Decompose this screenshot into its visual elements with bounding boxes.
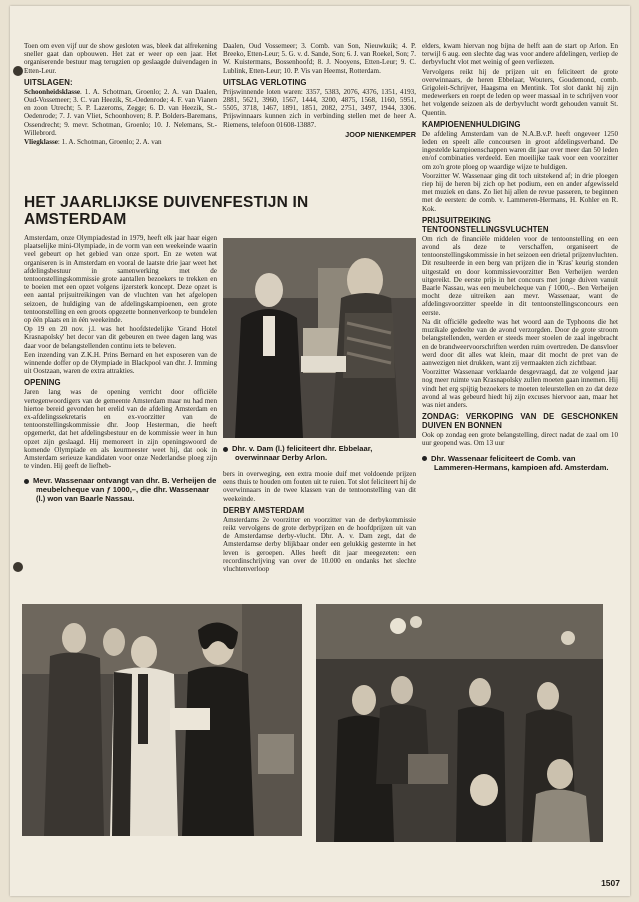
photo-derby-award [223, 238, 416, 438]
article-paragraph: Voorzitter W. Wassenaar ging dit toch uitstekend af; in drie ploegen riep hij de heren bij zich op het podium, een en ander afgewisseld met muziek en dans. Zo liet hij allen de revue passeren, te beginnen met de eersten: de comb. v. Lammeren-Hermans, H. Kohler en R. Kok. [422, 171, 618, 213]
article-paragraph: Amsterdams 2e voorzitter en voorzitter van de derbykommissie reikt vervolgens de grote derbyprijzen en de hoofdprijzen uit van de Amsterdamse derby-vlucht. Dhr. A. v. Dam zegt, dat de Amsterdamse derby blijkbaar onder een gelukkig gesternte in het leven is geroepen. Alles heeft dit jaar meegezeten: een recordinschrijving van over de 10.000 en ondanks het slechte vluchtenverloop [223, 515, 416, 574]
results-label: Schoonheidsklasse [24, 87, 80, 96]
vliegklasse-label: Vliegklasse [24, 138, 58, 147]
photo-champions-hall [316, 604, 603, 842]
article-paragraph: Een inzending van Z.K.H. Prins Bernard en het exposeren van de winnende doffer op de Olympiade in Blackpool van dhr. J. Imming uit Oostzaan, waren de extra attrakties. [24, 350, 217, 376]
article-paragraph: Voorzitter Wassenaar verklaarde desgevraagd, dat ze volgend jaar nog meer ruimte van Krasnapolsky zullen moeten gaan innemen. Hij vindt het erg spijtig bezoekers te moeten teleurstellen en zo dat deze avond al was gebeurd hiedt hij zijn excuses hiervoor aan, maar het was niet anders. [422, 368, 618, 409]
article-paragraph: Ook op zondag een grote belangstelling, direct nadat de zaal om 10 uur geopend was. Om 13 uur [422, 431, 618, 448]
caption-bullet-icon [223, 447, 228, 452]
article-paragraph: Amsterdam, onze Olympiadestad in 1979, heeft elk jaar haar eigen plaatselijke mini-Olympiade, in de vorm van een weekeinde waarin veel gebeurt op het gebied van onze sport. En ze weten wat organiseren is in Amsterdam en vooral de laatste drie jaar weet het afdelingsbestuur in samenwerking met de tentoonstellingskommissie grote aantallen bezoekers te trekken en te boeien met een opzet volgens ijzersterk koncept. Deze opzet is een aantal prijsuitreikingen van de vluchten van het afgelopen seizoen, de huldiging van de afdelingskampioenen, een grote tentoonstelling en een groots opgezette bonnenverkoop te bundelen op één plaats en in één weekeinde. [24, 234, 217, 325]
results-text: . 1. A. Schotman, Groenlo; 2. A. van Daalen, Oud-Vossemeer; 3. C. van Heezik, St.-Oedenrode; 4. F. van Vianen en zoon Utrecht; 5. P. Lazeroms, Zegge; 6. D. van Heezik, St.-Oedenrode; 7. J. van Vliet, Schoonhoven; 8. P. Bolders-Baremans, Ossendrecht; 9. mevr. Schotman, Groenlo; 10. J. Nelemans, St.-Willebrord. [24, 87, 217, 137]
binder-hole [13, 66, 23, 76]
section-heading-zondag: ZONDAG: VERKOPING VAN DE GESCHONKEN DUIVEN EN BONNEN [422, 412, 618, 431]
article-middle-column [223, 444, 416, 574]
lottery-paragraph: Prijswinnende loten waren: 3357, 5383, 2076, 4376, 1351, 4193, 2881, 5621, 3960, 1567, 1444, 3200, 4875, 1568, 1160, 5951, 5505, 3718, 1467, 1891, 1851, 2082, 2751, 3497, 1944, 3306. Prijswinnaars kunnen zich in verbinding stellen met de heer A. Riemens, telefoon 01608-13887. [223, 87, 416, 129]
top-left-column [24, 42, 217, 147]
caption-text: Mevr. Wassenaar ontvangt van dhr. B. Verheijen de meubelcheque van ƒ 1000,–, die dhr. Wassenaar (l.) won van Baarle Nassau. [33, 476, 217, 504]
article-paragraph: Vervolgens reikt hij de prijzen uit en feliciteert de grote overwinnaars, de heren Ebbelaar, Wouters, Goudemond, comb. Grigoleit-Schrijver, Haagsma en Mentink. Tot slot dankt hij zijn medewerkers en roept de leden op weer massaal in te schrijven voor het volgende seizoen als de derbyvlucht wordt gehouden vanuit St. Quentin. [422, 67, 618, 117]
results-continued: Daalen, Oud Vossemeer; 3. Comb. van Son, Nieuwkuik; 4. P. Breeko, Etten-Leur; 5. G. v. d. Sande, Son; 6. J. van Roekel, Son; 7. W. Kuistermans, Bossenhoofd; 8. J. Nooyens, Etten-Leur; 9. C. Lublink, Etten-Leur; 10. P. Vis van Heemst, Rotterdam. [223, 42, 416, 75]
article-headline: HET JAARLIJKSE DUIVENFESTIJN IN AMSTERDAM [24, 194, 309, 228]
photo-caption-left [24, 476, 217, 503]
section-heading-uitslagen: UITSLAGEN: [24, 77, 73, 87]
article-paragraph: De afdeling Amsterdam van de N.A.B.v.P. heeft ongeveer 1250 leden en speelt alle concoursen in groot afdelingsverband. De ingestelde kampioenschappen waren dit jaar over meer dan 50 leden en/of combinaties verdeeld. Een moeilijke taak voor een voorzitter om zo'n grote ploeg op waardige wijze te huldigen. [422, 129, 618, 171]
binder-hole [13, 562, 23, 572]
section-heading-kampioenen: KAMPIOENENHULDIGING [422, 119, 521, 129]
magazine-page [10, 6, 630, 896]
section-heading-derby: DERBY AMSTERDAM [223, 505, 305, 515]
caption-text: Dhr. Wassenaar feliciteert de Comb. van Lammeren-Hermans, kampioen afd. Amsterdam. [431, 453, 609, 472]
photo-derby-award-image [223, 238, 416, 438]
section-heading-verloting: UITSLAG VERLOTING [223, 77, 307, 87]
article-paragraph: Jaren lang was de opening verricht door officiële vertegenwoordigers van de gemeente Amsterdam maar nu had men hiertoe bereid gevonden het erelid van de afdeling Amsterdam en ex-afdelingssekretaris en ex-voorzitter van de tentoonstellingskommissie dhr. Joop Hesterman, die heeft opgemerkt, dat het afdelingsbestuur en de kommissie weer in hun opzet zijn geslaagd. Hij memoreert in zijn openingswoord de komende Olympiade en als keurmeester weet hij, dat ook in Amsterdam serieuze kandidaten voor onze Nederlandse ploeg zijn te vinden. Hij geeft de liefheb- [24, 388, 217, 471]
vliegklasse-paragraph [24, 138, 217, 146]
caption-bullet-icon [24, 479, 29, 484]
article-paragraph: elders, kwam hiervan nog bijna de helft aan de start op Arlon. En terwijl 6 aug. een slechte dag was voor andere afdelingen, verliep de derbyvlucht vlot met weinig of geen verliezen. [422, 42, 618, 67]
author-signature: JOOP NIENKEMPER [345, 129, 416, 139]
article-paragraph: Op 19 en 20 nov. j.l. was het hoofdstedelijke 'Grand Hotel Krasnapolsky' het decor van dit gebeuren en twee dagen lang was daar voor de belangstellenden continu iets te beleven. [24, 325, 217, 350]
vliegklasse-text: : 1. A. Schotman, Groenlo; 2. A. van [57, 138, 162, 147]
article-paragraph: Om rich de financiële middelen voor de tentoonstelling en een avond als deze te verschaffen, organiseert de tentoonstellingskommissie in het seizoen een drietal prijzenvluchten. Dit resulteerde in een berg van prijzen die in 'Kras' keurig stonden uitgestald en door kommissievoorzitter Ben Verheijen werden uitgereikt. De eerste prijs in het concours met jonge duiven vanuit Baarle Nassau, was een meubelcheque van ƒ 1000,–. Ben Verheijen mocht deze uitreiken aan mevr. Wassenaar, want de afdelingsvoorzitter speelde in dit tentoonstellingsconcours een eerste. [422, 234, 618, 317]
caption-bullet-icon [422, 456, 427, 461]
photo-cheque-presentation-image [22, 604, 302, 836]
photo-cheque-presentation [22, 604, 302, 836]
photo-champions-hall-image [316, 604, 603, 842]
intro-paragraph: Toen om even vijf uur de show gesloten was, bleek dat alfrekening sneller gaat dan opbouwen. Het zat er weer op een jaar. Het organiserende bestuur mag terugzien op geslaagde duivendagen in Etten-Leur. [24, 42, 217, 75]
article-paragraph: Na dit officiële gedeelte was het woord aan de Typhoons die het muzikale gedeelte van de avond verzorgden. Door de grote stroom belangstellenden, werden er steeds meer stoelen de zaal ingebracht en de brandweervoorschriften werden ruim overtreden. De dansvloer werd door dit alles wat klein, maar dit mocht de pret van de aanwezigen niet drukken, want zij vermaakten zich zichtbaar. [422, 317, 618, 367]
section-heading-prijsuitreiking: PRIJSUITREIKING TENTOONSTELLINGSVLUCHTEN [422, 215, 549, 234]
article-left-column [24, 234, 217, 503]
article-paragraph: bers in overweging, een extra mooie duif met voldoende prijzen eens thuis te houden om fouten uit te ruien. Tot slot feliciteert hij de overwinnaars in de twee klassen van de tentoonstelling van dit weekeinde. [223, 470, 416, 503]
section-heading-opening: OPENING [24, 378, 61, 388]
article-right-column [422, 42, 618, 472]
caption-text: Dhr. v. Dam (l.) feliciteert dhr. Ebbelaar, overwinnaar Derby Arlon. [232, 444, 373, 462]
results-paragraph [24, 88, 217, 137]
photo-caption-right [422, 454, 618, 472]
top-middle-column [223, 42, 416, 139]
photo-caption-middle [223, 444, 416, 462]
page-number: 1507 [601, 878, 620, 888]
